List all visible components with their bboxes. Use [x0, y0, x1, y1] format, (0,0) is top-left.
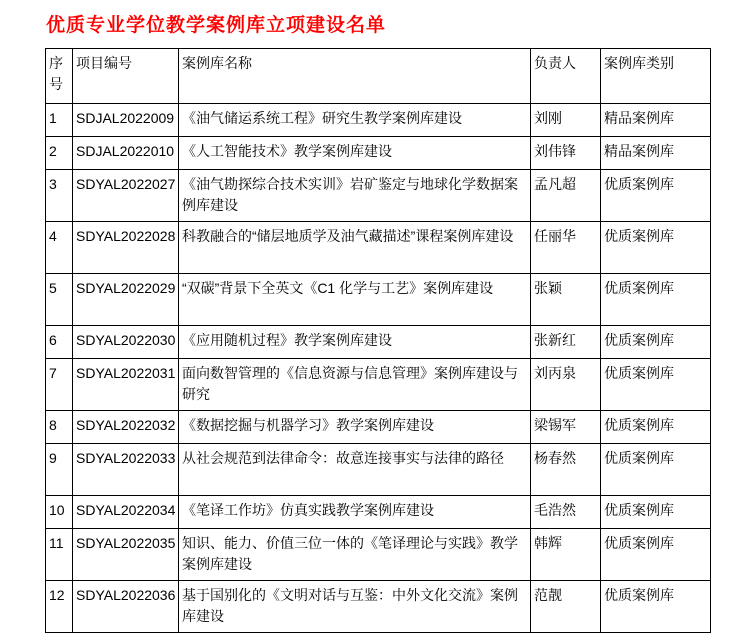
- table-row: [46, 170, 711, 222]
- cell-seq: 8: [46, 411, 73, 444]
- cell-name: “双碳”背景下全英文《C1 化学与工艺》案例库建设: [179, 274, 531, 326]
- cell-category: 优质案例库: [601, 274, 711, 326]
- cell-leader: 范靓: [531, 581, 601, 633]
- column-header-leader: 负责人: [531, 49, 601, 104]
- cell-code: SDYAL2022035: [73, 529, 179, 581]
- table-row: [46, 137, 711, 170]
- cell-code: SDJAL2022009: [73, 104, 179, 137]
- cell-name: 《油气储运系统工程》研究生教学案例库建设: [179, 104, 531, 137]
- table-row: [46, 274, 711, 326]
- cell-seq: 7: [46, 359, 73, 411]
- cell-name: 科教融合的“储层地质学及油气藏描述”课程案例库建设: [179, 222, 531, 274]
- cell-name: 《油气勘探综合技术实训》岩矿鉴定与地球化学数据案例库建设: [179, 170, 531, 222]
- cell-leader: 刘丙泉: [531, 359, 601, 411]
- cell-code: SDYAL2022036: [73, 581, 179, 633]
- cell-code: SDYAL2022028: [73, 222, 179, 274]
- table-header-row: [46, 49, 711, 104]
- table-row: [46, 359, 711, 411]
- cell-seq: 4: [46, 222, 73, 274]
- column-header-name: 案例库名称: [179, 49, 531, 104]
- cell-name: 面向数智管理的《信息资源与信息管理》案例库建设与研究: [179, 359, 531, 411]
- column-header-seq: 序号: [46, 49, 73, 104]
- cell-code: SDYAL2022031: [73, 359, 179, 411]
- table-row: [46, 581, 711, 633]
- cell-name: 从社会规范到法律命令：故意连接事实与法律的路径: [179, 444, 531, 496]
- cell-category: 精品案例库: [601, 137, 711, 170]
- cell-category: 优质案例库: [601, 496, 711, 529]
- cell-seq: 3: [46, 170, 73, 222]
- cell-category: 优质案例库: [601, 359, 711, 411]
- cell-leader: 毛浩然: [531, 496, 601, 529]
- cell-seq: 2: [46, 137, 73, 170]
- table-row: [46, 222, 711, 274]
- cell-leader: 张新红: [531, 326, 601, 359]
- cell-code: SDYAL2022029: [73, 274, 179, 326]
- cell-category: 精品案例库: [601, 104, 711, 137]
- cell-category: 优质案例库: [601, 581, 711, 633]
- cell-name: 《应用随机过程》教学案例库建设: [179, 326, 531, 359]
- cell-name: 《笔译工作坊》仿真实践教学案例库建设: [179, 496, 531, 529]
- cell-code: SDYAL2022032: [73, 411, 179, 444]
- cell-name: 基于国别化的《文明对话与互鉴：中外文化交流》案例库建设: [179, 581, 531, 633]
- cell-code: SDYAL2022030: [73, 326, 179, 359]
- cell-name: 《数据挖掘与机器学习》教学案例库建设: [179, 411, 531, 444]
- table-row: [46, 529, 711, 581]
- cell-leader: 刘伟锋: [531, 137, 601, 170]
- cell-name: 知识、能力、价值三位一体的《笔译理论与实践》教学案例库建设: [179, 529, 531, 581]
- cell-leader: 刘刚: [531, 104, 601, 137]
- cell-category: 优质案例库: [601, 529, 711, 581]
- cell-seq: 9: [46, 444, 73, 496]
- cell-seq: 12: [46, 581, 73, 633]
- cell-leader: 孟凡超: [531, 170, 601, 222]
- cell-code: SDYAL2022034: [73, 496, 179, 529]
- project-table: [45, 48, 711, 633]
- cell-category: 优质案例库: [601, 222, 711, 274]
- table-row: [46, 496, 711, 529]
- table-row: [46, 104, 711, 137]
- cell-leader: 韩辉: [531, 529, 601, 581]
- table-row: [46, 411, 711, 444]
- cell-seq: 1: [46, 104, 73, 137]
- cell-leader: 梁锡军: [531, 411, 601, 444]
- cell-code: SDYAL2022027: [73, 170, 179, 222]
- page-title: 优质专业学位教学案例库立项建设名单: [46, 15, 387, 36]
- cell-seq: 10: [46, 496, 73, 529]
- cell-code: SDJAL2022010: [73, 137, 179, 170]
- cell-category: 优质案例库: [601, 326, 711, 359]
- cell-category: 优质案例库: [601, 170, 711, 222]
- cell-seq: 11: [46, 529, 73, 581]
- cell-seq: 6: [46, 326, 73, 359]
- column-header-code: 项目编号: [73, 49, 179, 104]
- cell-name: 《人工智能技术》教学案例库建设: [179, 137, 531, 170]
- cell-leader: 张颖: [531, 274, 601, 326]
- cell-leader: 任丽华: [531, 222, 601, 274]
- cell-category: 优质案例库: [601, 444, 711, 496]
- column-header-category: 案例库类别: [601, 49, 711, 104]
- cell-seq: 5: [46, 274, 73, 326]
- cell-code: SDYAL2022033: [73, 444, 179, 496]
- table-row: [46, 326, 711, 359]
- cell-leader: 杨春然: [531, 444, 601, 496]
- cell-category: 优质案例库: [601, 411, 711, 444]
- table-row: [46, 444, 711, 496]
